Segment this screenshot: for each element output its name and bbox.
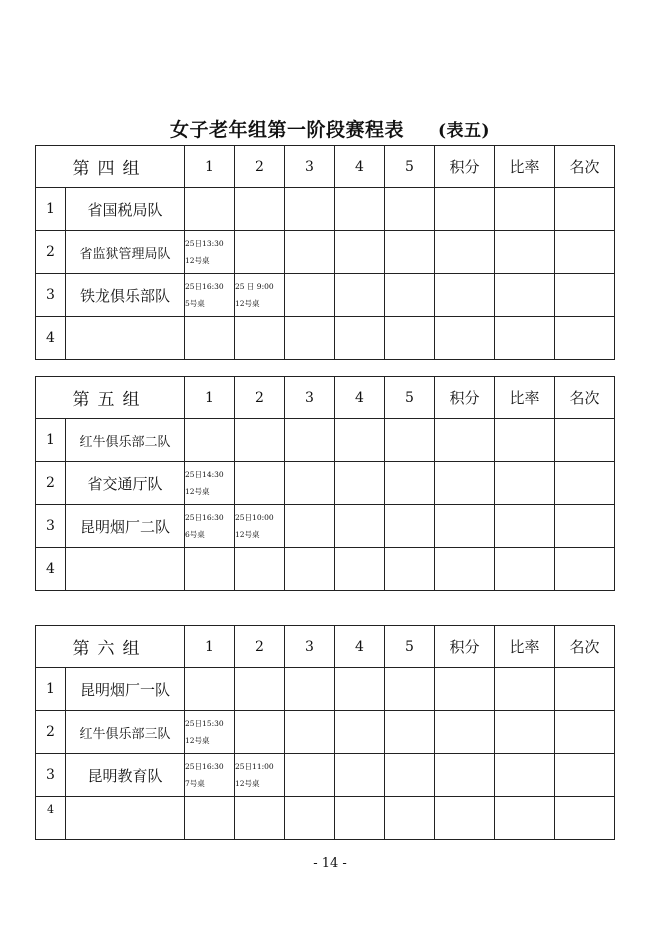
schedule-cell: [235, 505, 285, 548]
row-number: 1: [36, 668, 66, 711]
empty-cell: [435, 505, 495, 548]
empty-cell: [435, 231, 495, 274]
team-name: 省国税局队: [66, 188, 185, 231]
row-number: 4: [36, 797, 66, 840]
row-number: 2: [36, 231, 66, 274]
table-row: [36, 711, 615, 754]
table-row: [36, 274, 615, 317]
empty-cell: [385, 548, 435, 591]
empty-cell: [235, 797, 285, 840]
empty-cell: [335, 754, 385, 797]
team-name: 省监狱管理局队: [66, 231, 185, 274]
empty-cell: [555, 754, 615, 797]
round-2-header: 2: [235, 626, 285, 668]
empty-cell: [335, 419, 385, 462]
match-time: 25日11:00: [235, 762, 274, 771]
empty-cell: [335, 317, 385, 360]
round-5-header: 5: [385, 377, 435, 419]
table-row: [36, 505, 615, 548]
team-name: 昆明烟厂二队: [66, 505, 185, 548]
empty-cell: [335, 231, 385, 274]
header-row: [36, 626, 615, 668]
empty-cell: [495, 711, 555, 754]
schedule-cell: [235, 274, 285, 317]
empty-cell: [235, 462, 285, 505]
team-name: 红牛俱乐部二队: [66, 419, 185, 462]
empty-cell: [495, 797, 555, 840]
match-time: 25日15:30: [185, 719, 224, 728]
empty-cell: [285, 317, 335, 360]
match-time: 25 日 9:00: [235, 282, 274, 291]
round-1-header: 1: [185, 146, 235, 188]
team-name: [66, 797, 185, 840]
empty-cell: [385, 231, 435, 274]
round-5-header: 5: [385, 146, 435, 188]
empty-cell: [435, 419, 495, 462]
match-table: 12号桌: [185, 736, 210, 745]
empty-cell: [235, 419, 285, 462]
empty-cell: [285, 797, 335, 840]
empty-cell: [495, 668, 555, 711]
empty-cell: [285, 231, 335, 274]
match-table: 5号桌: [185, 299, 205, 308]
points-header: 积分: [435, 146, 495, 188]
round-4-header: 4: [335, 377, 385, 419]
group-name: 第六组: [36, 626, 185, 668]
empty-cell: [385, 711, 435, 754]
empty-cell: [335, 548, 385, 591]
page-number: - 14 -: [313, 856, 347, 871]
empty-cell: [555, 668, 615, 711]
ratio-header: 比率: [495, 626, 555, 668]
empty-cell: [435, 754, 495, 797]
empty-cell: [435, 797, 495, 840]
round-3-header: 3: [285, 626, 335, 668]
team-name: [66, 548, 185, 591]
rank-header: 名次: [555, 626, 615, 668]
empty-cell: [555, 188, 615, 231]
row-number: 1: [36, 188, 66, 231]
group-6-table: [35, 625, 615, 840]
match-table: 12号桌: [235, 299, 260, 308]
schedule-cell: [185, 274, 235, 317]
empty-cell: [435, 548, 495, 591]
table-row: [36, 462, 615, 505]
row-number: 4: [36, 548, 66, 591]
schedule-cell: [185, 505, 235, 548]
empty-cell: [385, 274, 435, 317]
empty-cell: [335, 797, 385, 840]
schedule-cell: [185, 462, 235, 505]
round-1-header: 1: [185, 377, 235, 419]
empty-cell: [285, 754, 335, 797]
match-time: 25日10:00: [235, 513, 274, 522]
row-number: 1: [36, 419, 66, 462]
empty-cell: [385, 462, 435, 505]
row-number: 2: [36, 711, 66, 754]
table-row: [36, 317, 615, 360]
team-name: 昆明教育队: [66, 754, 185, 797]
empty-cell: [385, 797, 435, 840]
team-name: 省交通厅队: [66, 462, 185, 505]
empty-cell: [385, 505, 435, 548]
empty-cell: [385, 188, 435, 231]
group-4-table: [35, 145, 615, 360]
empty-cell: [285, 274, 335, 317]
row-number: 3: [36, 505, 66, 548]
table-row: [36, 797, 615, 840]
round-2-header: 2: [235, 146, 285, 188]
empty-cell: [235, 548, 285, 591]
table-subtitle: (表五): [437, 121, 491, 141]
round-1-header: 1: [185, 626, 235, 668]
team-name: 铁龙俱乐部队: [66, 274, 185, 317]
points-header: 积分: [435, 626, 495, 668]
empty-cell: [495, 317, 555, 360]
empty-cell: [285, 711, 335, 754]
empty-cell: [285, 668, 335, 711]
empty-cell: [285, 505, 335, 548]
team-name: [66, 317, 185, 360]
empty-cell: [495, 462, 555, 505]
match-time: 25日14:30: [185, 470, 224, 479]
empty-cell: [435, 462, 495, 505]
round-5-header: 5: [385, 626, 435, 668]
row-number: 3: [36, 274, 66, 317]
round-3-header: 3: [285, 146, 335, 188]
table-row: [36, 231, 615, 274]
empty-cell: [335, 668, 385, 711]
schedule-cell: [185, 754, 235, 797]
group-name: 第五组: [36, 377, 185, 419]
empty-cell: [185, 419, 235, 462]
empty-cell: [235, 231, 285, 274]
empty-cell: [385, 754, 435, 797]
empty-cell: [555, 797, 615, 840]
empty-cell: [495, 419, 555, 462]
schedule-cell: [235, 754, 285, 797]
empty-cell: [435, 274, 495, 317]
empty-cell: [555, 462, 615, 505]
empty-cell: [235, 317, 285, 360]
match-table: 12号桌: [235, 530, 260, 539]
empty-cell: [335, 188, 385, 231]
empty-cell: [335, 505, 385, 548]
match-table: 7号桌: [185, 779, 205, 788]
rank-header: 名次: [555, 377, 615, 419]
empty-cell: [185, 317, 235, 360]
match-time: 25日13:30: [185, 239, 224, 248]
title-text: 女子老年组第一阶段赛程表: [169, 119, 404, 141]
row-number: 2: [36, 462, 66, 505]
empty-cell: [385, 419, 435, 462]
match-table: 12号桌: [235, 779, 260, 788]
empty-cell: [385, 668, 435, 711]
table-row: [36, 754, 615, 797]
ratio-header: 比率: [495, 146, 555, 188]
empty-cell: [235, 668, 285, 711]
empty-cell: [185, 797, 235, 840]
team-name: 昆明烟厂一队: [66, 668, 185, 711]
empty-cell: [555, 548, 615, 591]
empty-cell: [335, 274, 385, 317]
empty-cell: [185, 188, 235, 231]
rank-header: 名次: [555, 146, 615, 188]
schedule-cell: [185, 231, 235, 274]
page-title: [0, 115, 660, 142]
table-row: [36, 668, 615, 711]
empty-cell: [285, 548, 335, 591]
empty-cell: [555, 231, 615, 274]
empty-cell: [495, 231, 555, 274]
empty-cell: [285, 419, 335, 462]
table-row: [36, 188, 615, 231]
empty-cell: [435, 668, 495, 711]
match-table: 12号桌: [185, 256, 210, 265]
round-2-header: 2: [235, 377, 285, 419]
points-header: 积分: [435, 377, 495, 419]
empty-cell: [495, 188, 555, 231]
empty-cell: [435, 188, 495, 231]
group-5-table: [35, 376, 615, 591]
match-table: 12号桌: [185, 487, 210, 496]
team-name: 红牛俱乐部三队: [66, 711, 185, 754]
match-table: 6号桌: [185, 530, 205, 539]
empty-cell: [555, 274, 615, 317]
empty-cell: [495, 548, 555, 591]
empty-cell: [385, 317, 435, 360]
empty-cell: [555, 419, 615, 462]
empty-cell: [495, 274, 555, 317]
round-3-header: 3: [285, 377, 335, 419]
empty-cell: [235, 188, 285, 231]
empty-cell: [185, 548, 235, 591]
empty-cell: [435, 317, 495, 360]
empty-cell: [285, 462, 335, 505]
table-row: [36, 419, 615, 462]
empty-cell: [235, 711, 285, 754]
header-row: [36, 146, 615, 188]
empty-cell: [335, 462, 385, 505]
empty-cell: [335, 711, 385, 754]
ratio-header: 比率: [495, 377, 555, 419]
row-number: 3: [36, 754, 66, 797]
empty-cell: [495, 505, 555, 548]
match-time: 25日16:30: [185, 282, 224, 291]
empty-cell: [185, 668, 235, 711]
schedule-cell: [185, 711, 235, 754]
empty-cell: [285, 188, 335, 231]
empty-cell: [495, 754, 555, 797]
round-4-header: 4: [335, 146, 385, 188]
empty-cell: [555, 505, 615, 548]
round-4-header: 4: [335, 626, 385, 668]
empty-cell: [555, 711, 615, 754]
row-number: 4: [36, 317, 66, 360]
table-row: [36, 548, 615, 591]
empty-cell: [435, 711, 495, 754]
header-row: [36, 377, 615, 419]
empty-cell: [555, 317, 615, 360]
match-time: 25日16:30: [185, 513, 224, 522]
group-name: 第四组: [36, 146, 185, 188]
match-time: 25日16:30: [185, 762, 224, 771]
